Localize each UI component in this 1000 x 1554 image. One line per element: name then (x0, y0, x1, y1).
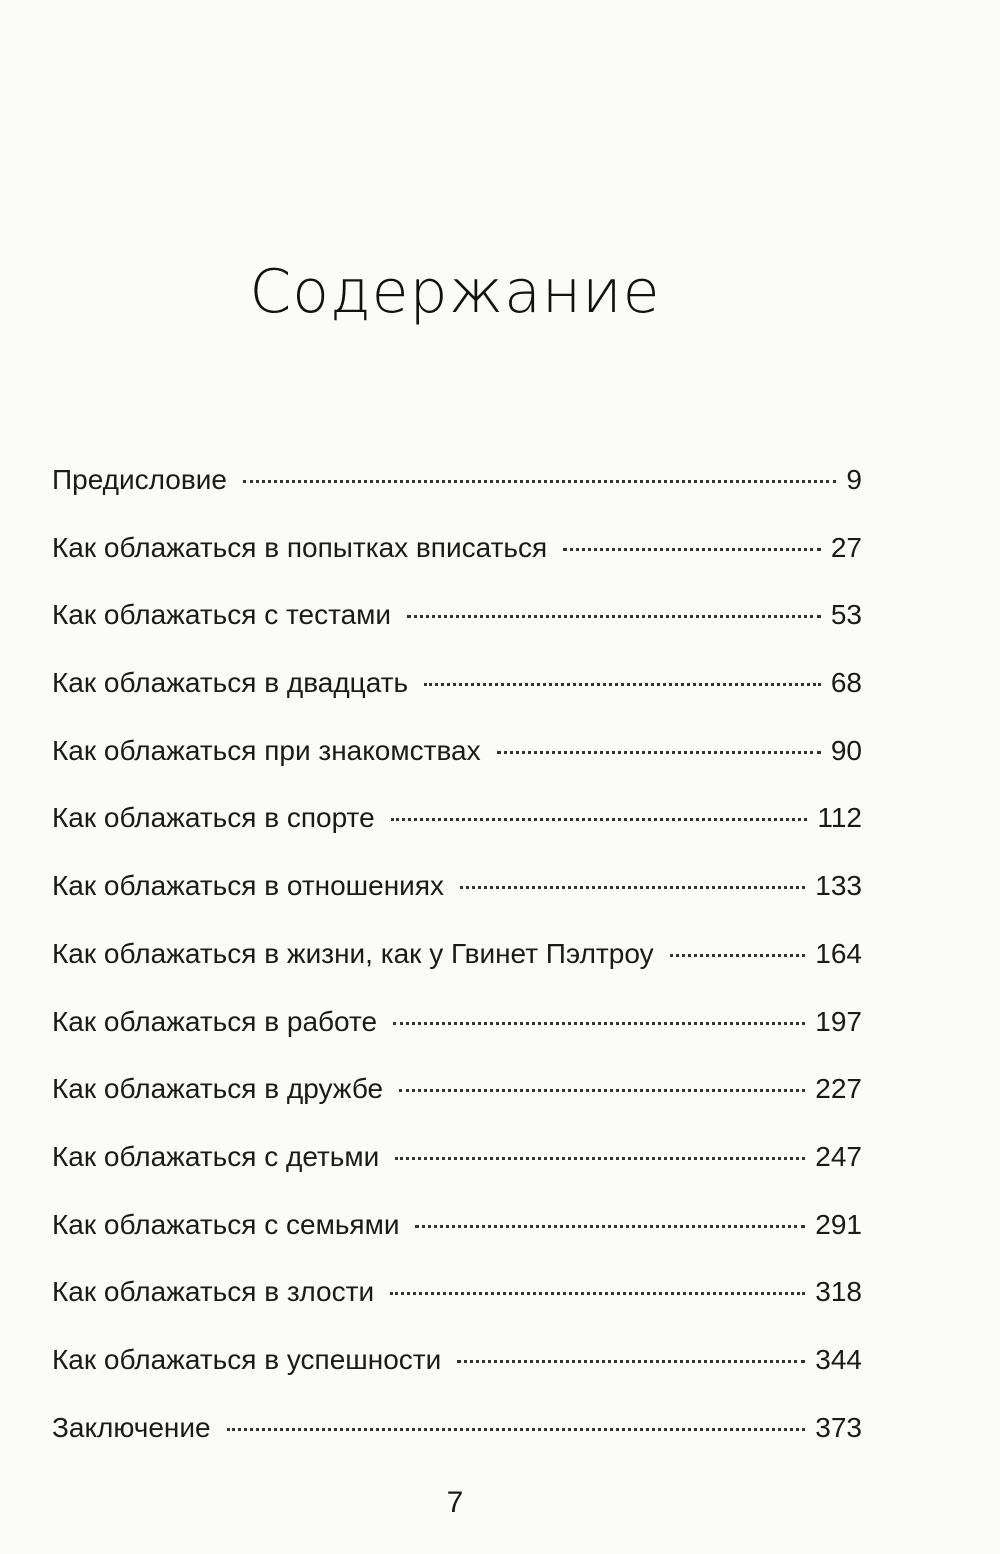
toc-entry-title: Как облажаться в спорте (52, 802, 375, 834)
toc-entry[interactable] (52, 1267, 862, 1335)
toc-entry[interactable] (52, 726, 862, 794)
dot-leader (390, 1292, 805, 1295)
toc-entry-title: Как облажаться в дружбе (52, 1073, 384, 1105)
toc-entry-title: Как облажаться в жизни, как у Гвинет Пэлтроу (52, 937, 654, 969)
toc-entry-title: Как облажаться в попытках вписаться (52, 531, 548, 563)
toc-entry[interactable] (52, 658, 862, 726)
toc-entry-title: Как облажаться в злости (52, 1276, 375, 1308)
dot-leader (227, 1428, 806, 1431)
toc-entry-title: Как облажаться в успешности (52, 1343, 442, 1375)
toc-entry-page: 27 (830, 531, 862, 563)
toc-entry[interactable] (52, 455, 862, 523)
page-number: 7 (446, 1486, 464, 1519)
toc-entry-page: 227 (815, 1073, 862, 1105)
toc-entry-title: Как облажаться при знакомствах (52, 734, 481, 766)
toc-entry-page: 112 (817, 802, 862, 834)
dot-leader (563, 548, 821, 551)
dot-leader (399, 1089, 805, 1092)
toc-entry-page: 164 (815, 937, 862, 969)
dot-leader (424, 683, 821, 686)
toc-entry-title: Как облажаться в двадцать (52, 667, 409, 699)
toc-entry-page: 197 (815, 1005, 862, 1037)
toc-entry-page: 9 (846, 464, 862, 495)
toc-entry-title: Как облажаться с тестами (52, 599, 392, 631)
toc-entry[interactable] (52, 929, 862, 997)
dot-leader (395, 1157, 805, 1160)
toc-entry-page: 90 (830, 734, 862, 766)
toc-entry-page: 344 (815, 1343, 862, 1375)
toc-entry[interactable] (52, 793, 862, 861)
toc-entry[interactable] (52, 523, 862, 591)
dot-leader (393, 1022, 805, 1025)
toc-entry[interactable] (52, 1200, 862, 1268)
dot-leader (391, 818, 808, 821)
toc-entry-page: 68 (830, 667, 862, 699)
toc-entry-page: 291 (815, 1208, 862, 1240)
toc-entry[interactable] (52, 1403, 862, 1471)
dot-leader (415, 1225, 805, 1228)
toc-entry[interactable] (52, 1132, 862, 1200)
dot-leader (457, 1360, 805, 1363)
dot-leader (407, 615, 821, 618)
toc-entry-page: 53 (830, 599, 862, 631)
toc-entry-title: Как облажаться в отношениях (52, 870, 444, 902)
toc-entry[interactable] (52, 997, 862, 1065)
toc-entry-page: 247 (815, 1140, 862, 1172)
toc-entry-page: 318 (815, 1276, 862, 1308)
toc-entry[interactable] (52, 590, 862, 658)
toc-entry-page: 373 (815, 1411, 862, 1443)
dot-leader (460, 886, 805, 889)
toc-entry[interactable] (52, 1064, 862, 1132)
toc-entry[interactable] (52, 861, 862, 929)
toc-entry-title: Как облажаться с детьми (52, 1140, 380, 1172)
toc-entry-title: Предисловие (52, 464, 227, 495)
toc-entry-page: 133 (815, 870, 862, 902)
dot-leader (243, 480, 836, 483)
toc-entry-title: Заключение (52, 1411, 211, 1443)
toc-entry[interactable] (52, 1335, 862, 1403)
dot-leader (497, 751, 821, 754)
table-of-contents (52, 455, 862, 1470)
toc-entry-title: Как облажаться в работе (52, 1005, 378, 1037)
toc-entry-title: Как облажаться с семьями (52, 1208, 400, 1240)
page-title: Содержание (249, 257, 661, 328)
dot-leader (670, 954, 806, 957)
